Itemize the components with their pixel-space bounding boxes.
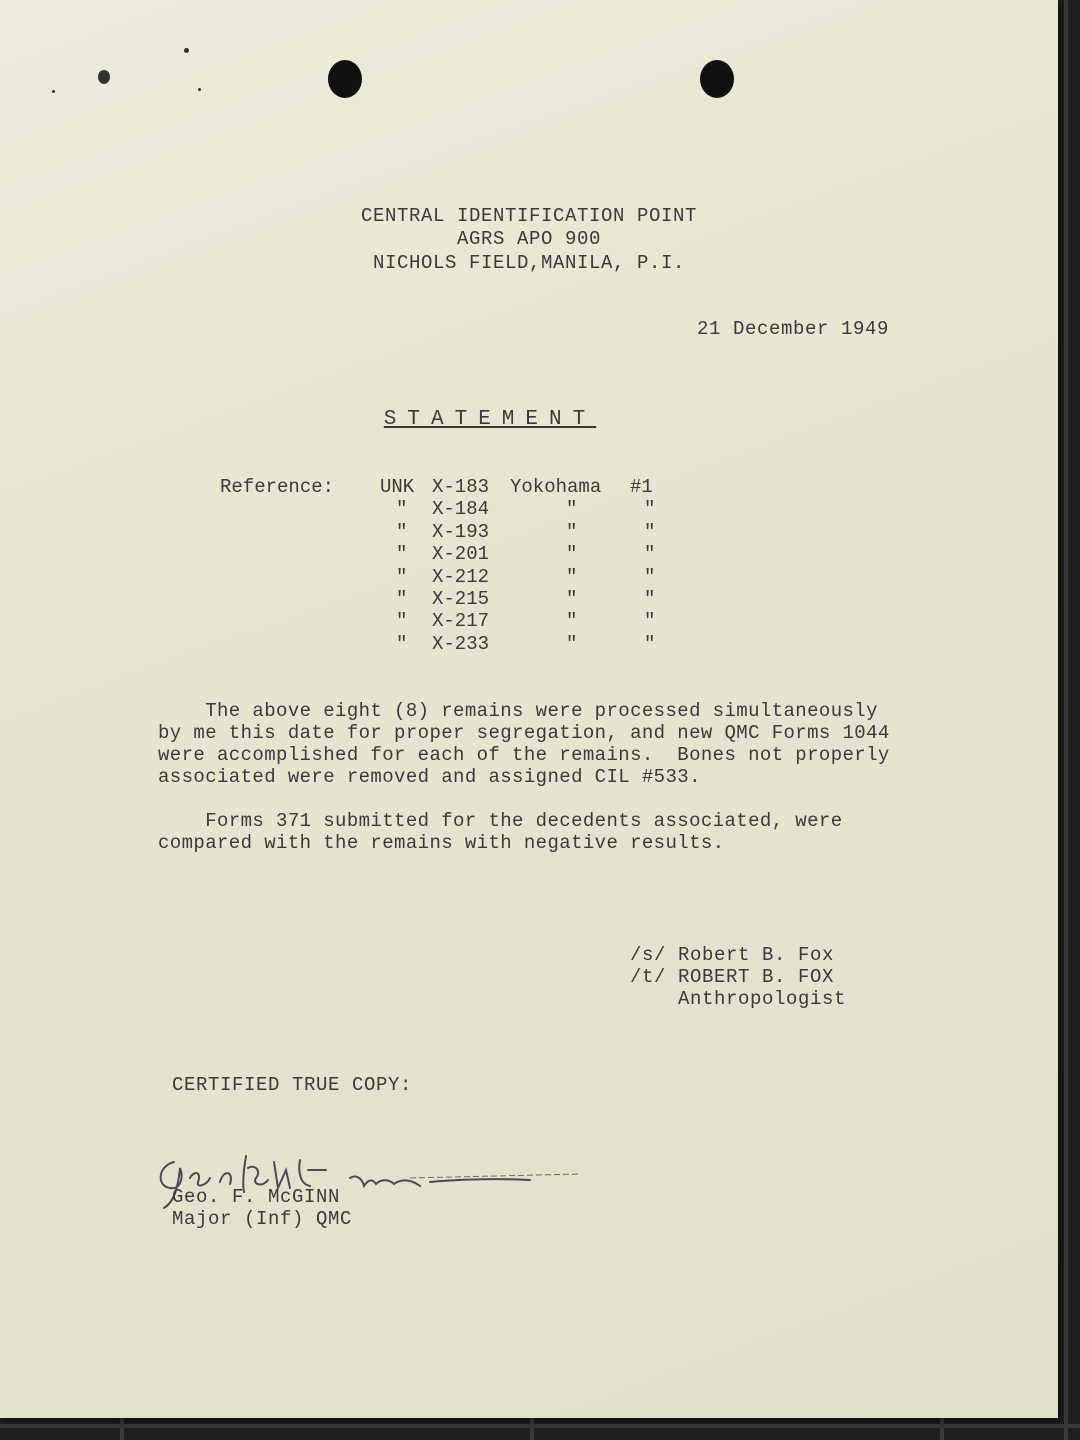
reference-row: [220, 543, 656, 566]
body-paragraph-1-line: by me this date for proper segregation, and new QMC Forms 1044: [158, 722, 890, 744]
reference-row: [220, 610, 656, 633]
background-tile-line: [1064, 0, 1068, 1440]
ink-speck: [184, 48, 189, 53]
letterhead-line-2: AGRS APO 900: [456, 228, 602, 250]
reference-prefix: ": [396, 632, 408, 655]
reference-row: [220, 520, 656, 543]
reference-code: X-201: [432, 543, 490, 566]
reference-code: X-193: [432, 520, 490, 543]
background-tile-line: [120, 1418, 124, 1440]
reference-number: ": [644, 587, 656, 610]
punch-hole-left: [328, 60, 362, 98]
reference-code: X-217: [432, 610, 490, 633]
body-paragraph-2-line: compared with the remains with negative results.: [158, 832, 725, 854]
reference-prefix: ": [396, 587, 408, 610]
typed-name-line: /t/ ROBERT B. FOX: [630, 966, 835, 988]
reference-place: ": [566, 498, 578, 521]
document-title: STATEMENT: [383, 408, 597, 431]
ink-speck: [198, 88, 201, 91]
reference-code: X-212: [432, 565, 490, 588]
body-paragraph-1-line: The above eight (8) remains were processed simultaneously: [158, 700, 878, 722]
background-tile-line: [940, 1418, 944, 1440]
reference-row: [220, 476, 653, 498]
reference-number: ": [644, 610, 656, 633]
reference-number: ": [644, 498, 656, 521]
reference-code: X-233: [432, 632, 490, 655]
reference-prefix: ": [396, 565, 408, 588]
reference-row: [220, 565, 656, 588]
reference-row: [220, 587, 656, 610]
reference-place: Yokohama: [510, 476, 602, 498]
reference-label: Reference:: [220, 476, 335, 498]
reference-prefix: ": [396, 498, 408, 521]
reference-number: #1: [630, 476, 653, 498]
document-date: 21 December 1949: [697, 318, 890, 340]
letterhead-line-1: CENTRAL IDENTIFICATION POINT: [360, 205, 698, 227]
punch-hole-right: [700, 60, 734, 98]
reference-prefix: UNK: [380, 476, 415, 498]
body-paragraph-1-line: associated were removed and assigned CIL #533.: [158, 766, 701, 788]
certifier-rank: Major (Inf) QMC: [172, 1208, 353, 1230]
certified-true-copy-label: CERTIFIED TRUE COPY:: [172, 1074, 413, 1096]
letterhead-line-3: NICHOLS FIELD,MANILA, P.I.: [372, 252, 686, 274]
reference-code: X-184: [432, 498, 490, 521]
reference-code: X-183: [432, 476, 490, 498]
reference-number: ": [644, 632, 656, 655]
body-paragraph-1-line: were accomplished for each of the remains. Bones not properly: [158, 744, 890, 766]
reference-number: ": [644, 520, 656, 543]
reference-place: ": [566, 520, 578, 543]
reference-row: [220, 632, 656, 655]
reference-number: ": [644, 565, 656, 588]
reference-place: ": [566, 543, 578, 566]
reference-row: [220, 498, 656, 521]
signature-line: /s/ Robert B. Fox: [630, 944, 835, 966]
reference-number: ": [644, 543, 656, 566]
ink-speck: [52, 90, 55, 93]
certifier-name: Geo. F. McGINN: [172, 1186, 341, 1208]
background-tile-line: [530, 1418, 534, 1440]
signatory-title: Anthropologist: [630, 988, 847, 1010]
reference-prefix: ": [396, 520, 408, 543]
reference-place: ": [566, 632, 578, 655]
body-paragraph-2-line: Forms 371 submitted for the decedents associated, were: [158, 810, 843, 832]
reference-place: ": [566, 610, 578, 633]
reference-code: X-215: [432, 587, 490, 610]
reference-prefix: ": [396, 543, 408, 566]
reference-table: [220, 476, 656, 655]
ink-speck: [98, 70, 110, 84]
background-tile-line: [0, 1424, 1080, 1428]
reference-place: ": [566, 587, 578, 610]
reference-place: ": [566, 565, 578, 588]
reference-prefix: ": [396, 610, 408, 633]
